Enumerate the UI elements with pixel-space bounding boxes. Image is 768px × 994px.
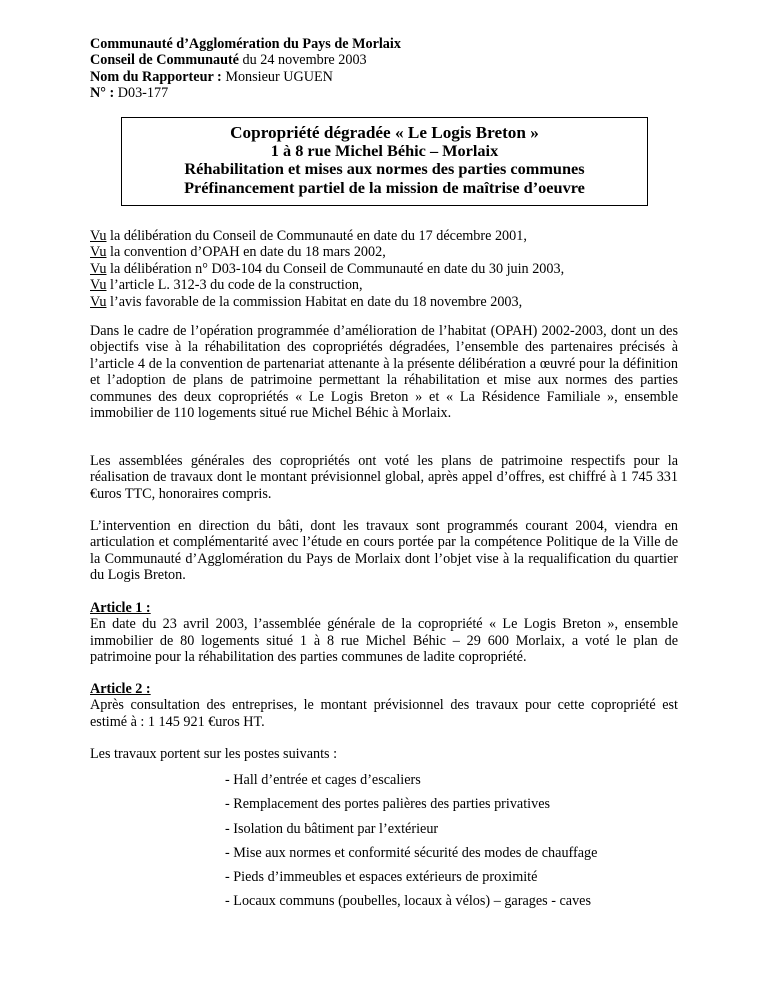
article-2 <box>90 681 678 730</box>
header-rapporteur: Nom du Rapporteur : Monsieur UGUEN <box>90 68 333 85</box>
postes-list <box>225 772 597 918</box>
list-item: - Mise aux normes et conformité sécurité des modes de chauffage <box>225 844 598 861</box>
title-line-3: Réhabilitation et mises aux normes des parties communes <box>184 159 585 179</box>
title-line-4: Préfinancement partiel de la mission de maîtrise d’oeuvre <box>184 177 585 197</box>
header-number: N° : D03-177 <box>90 84 169 101</box>
list-item: - Locaux communs (poubelles, locaux à vélos) – garages - caves <box>225 893 591 910</box>
vu-item: Vu la délibération n° D03-104 du Conseil de Communauté en date du 30 juin 2003, <box>90 260 565 277</box>
vu-item: Vu l’article L. 312-3 du code de la construction, <box>90 277 363 294</box>
article-1-heading: Article 1 : <box>90 600 151 616</box>
header-organization: Communauté d’Agglomération du Pays de Morlaix <box>90 36 401 52</box>
vu-item: Vu la convention d’OPAH en date du 18 mars 2002, <box>90 244 386 261</box>
title-box <box>121 117 648 206</box>
article-1-text: En date du 23 avril 2003, l’assemblée générale de la copropriété « Le Logis Breton », ensemble immobilier de 80 logements situé 1 à 8 rue Michel Béhic – 29 600 Morlaix, a voté le plan de patrimoine pour la réhabilitation des parties communes de ladite copropriété. <box>90 616 678 666</box>
title-line-1: Copropriété dégradée « Le Logis Breton » <box>230 123 539 142</box>
article-1 <box>90 600 678 666</box>
list-item: - Remplacement des portes palières des parties privatives <box>225 796 551 813</box>
list-item: - Pieds d’immeubles et espaces extérieurs de proximité <box>225 869 538 886</box>
title-line-2: 1 à 8 rue Michel Béhic – Morlaix <box>270 141 499 161</box>
postes-intro: Les travaux portent sur les postes suivants : <box>90 746 338 762</box>
paragraph-assemblees: Les assemblées générales des copropriétés ont voté les plans de patrimoine respectifs pour la réalisation de travaux dont le montant prévisionnel global, après appel d’offres, est chiffré à 1 745 331 €uros TTC, honoraires compris. <box>90 453 678 502</box>
article-2-heading: Article 2 : <box>90 681 151 697</box>
paragraph-opah: Dans le cadre de l’opération programmée d’amélioration de l’habitat (OPAH) 2002-2003, dont un des objectifs vise à la réhabilitation des copropriétés dégradées, l’ensemble des partenaires précisés à l’article 4 de la convention de partenariat attenante à la présente délibération a œuvré pour la définition et l’adoption de plans de patrimoine permettant la réhabilitation et mise aux normes des parties communes des deux copropriétés « Le Logis Breton » et « La Résidence Familiale », ensemble immobilier de 110 logements situé rue Michel Béhic à Morlaix. <box>90 323 678 422</box>
paragraph-intervention: L’intervention en direction du bâti, dont les travaux sont programmés courant 2004, viendra en articulation et complémentarité avec l’étude en cours portée par la compétence Politique de la Ville de la Communauté d’Agglomération du Pays de Morlaix dont l’objet vise à la requalification du quartier du Logis Breton. <box>90 518 678 584</box>
article-2-text: Après consultation des entreprises, le montant prévisionnel des travaux pour cette copropriété est estimé à : 1 145 921 €uros HT. <box>90 697 678 730</box>
vu-list <box>90 228 678 310</box>
document-header <box>90 36 401 101</box>
list-item: - Isolation du bâtiment par l’extérieur <box>225 820 439 837</box>
vu-item: Vu l’avis favorable de la commission Habitat en date du 18 novembre 2003, <box>90 293 523 310</box>
vu-item: Vu la délibération du Conseil de Communauté en date du 17 décembre 2001, <box>90 228 527 244</box>
list-item: - Hall d’entrée et cages d’escaliers <box>225 772 421 788</box>
header-council-date: Conseil de Communauté du 24 novembre 2003 <box>90 52 367 69</box>
